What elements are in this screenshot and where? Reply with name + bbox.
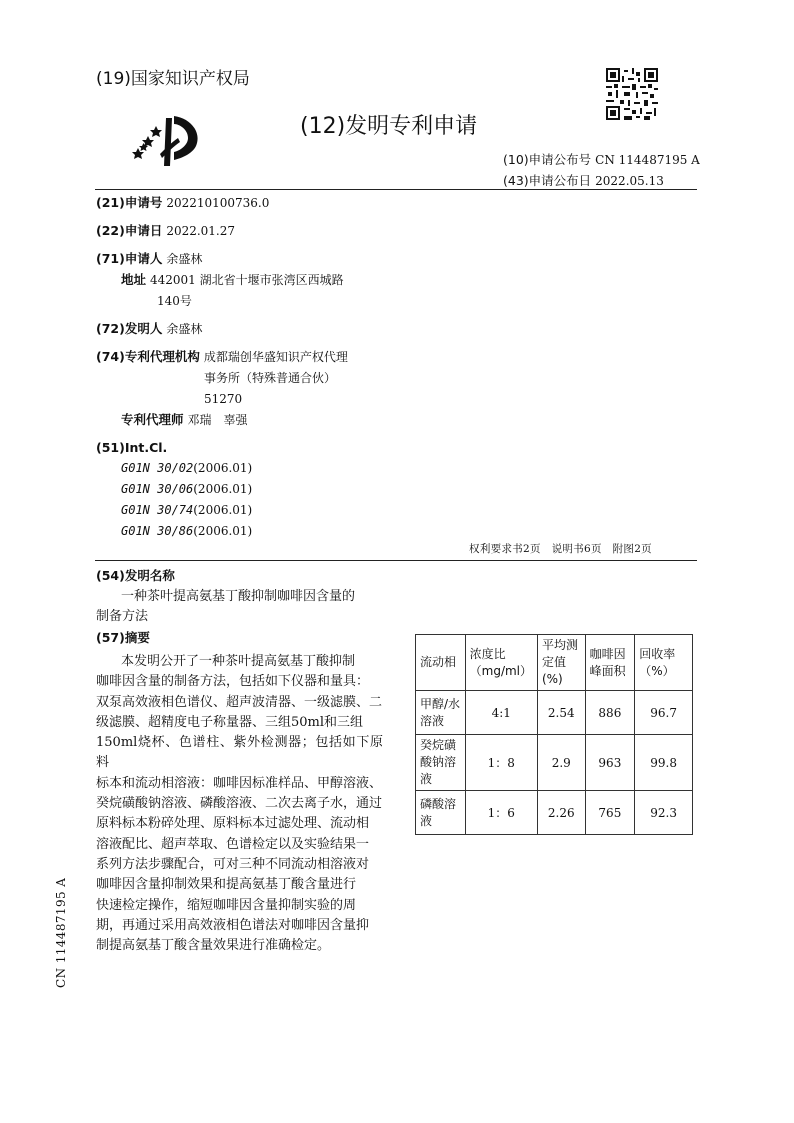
abstract-line: 双泵高效液相色谱仪、超声波清器、一级滤膜、二 bbox=[96, 694, 383, 710]
agency-field bbox=[96, 347, 348, 367]
table-cell: 92.3 bbox=[635, 791, 693, 835]
publication-date: 2022.05.13 bbox=[595, 174, 664, 188]
agency-line-2: 事务所（特殊普通合伙） bbox=[204, 371, 337, 385]
table-row bbox=[416, 691, 693, 735]
ipc-code: G01N 30/86 bbox=[121, 524, 194, 538]
abstract-line: 标本和流动相溶液：咖啡因标准样品、甲醇溶液、 bbox=[96, 775, 383, 791]
star-icon bbox=[150, 126, 162, 137]
address-line-1: 442001 湖北省十堰市张湾区西城路 bbox=[150, 273, 344, 287]
abstract-line: 150ml烧杯、色谱柱、紫外检测器；包括如下原料 bbox=[96, 735, 383, 771]
section-divider bbox=[95, 560, 697, 561]
inventor-field bbox=[96, 319, 202, 339]
table-cell: 1：8 bbox=[465, 735, 537, 791]
applicant: 余盛林 bbox=[166, 252, 203, 266]
ipc-code-row bbox=[121, 482, 252, 496]
invention-title-label: (54)发明名称 bbox=[96, 568, 175, 583]
publication-number-label: (10)申请公布号 bbox=[503, 152, 592, 167]
cnipa-logo bbox=[130, 108, 210, 172]
table-cell: 886 bbox=[585, 691, 635, 735]
address-field bbox=[121, 270, 344, 290]
abstract-line: 系列方法步骤配合，可对三种不同流动相溶液对 bbox=[96, 856, 370, 872]
table-cell: 磷酸溶液 bbox=[416, 791, 466, 835]
ipc-code: G01N 30/02 bbox=[121, 461, 194, 475]
abstract-line: 溶液配比、超声萃取、色谱检定以及实验结果一 bbox=[96, 836, 370, 852]
agent-label: 专利代理师 bbox=[121, 412, 184, 427]
inventor: 余盛林 bbox=[166, 322, 203, 336]
ipc-code: G01N 30/74 bbox=[121, 503, 194, 517]
application-date-field bbox=[96, 221, 235, 241]
ipc-edition: (2006.01) bbox=[193, 503, 253, 517]
abstract-line: 本发明公开了一种茶叶提高氨基丁酸抑制 bbox=[121, 654, 356, 669]
abstract-body bbox=[96, 652, 383, 956]
address-label: 地址 bbox=[121, 272, 147, 287]
ipc-edition: (2006.01) bbox=[193, 482, 253, 496]
table-header-cell: 浓度比（mg/ml） bbox=[465, 635, 537, 691]
agency-code: 51270 bbox=[204, 392, 243, 406]
ipc-code: G01N 30/06 bbox=[121, 482, 194, 496]
header-divider bbox=[95, 189, 697, 190]
table-cell: 4:1 bbox=[465, 691, 537, 735]
publication-date-row bbox=[503, 171, 664, 189]
invention-title-line-2: 制备方法 bbox=[96, 609, 149, 624]
table-cell: 甲醇/水溶液 bbox=[416, 691, 466, 735]
table-cell: 963 bbox=[585, 735, 635, 791]
results-table bbox=[415, 634, 693, 835]
abstract-line: 癸烷磺酸钠溶液、磷酸溶液、二次去离子水，通过 bbox=[96, 796, 383, 812]
application-date: 2022.01.27 bbox=[166, 224, 236, 238]
table-row bbox=[416, 791, 693, 835]
table-header-cell: 流动相 bbox=[416, 635, 466, 691]
table-cell: 765 bbox=[585, 791, 635, 835]
pages-info: 权利要求书2页 说明书6页 附图2页 bbox=[469, 543, 652, 555]
applicant-field bbox=[96, 249, 202, 269]
abstract-line: 咖啡因含量抑制效果和提高氨基丁酸含量进行 bbox=[96, 877, 357, 893]
abstract-line: 级滤膜、超精度电子称量器、三组50ml和三组 bbox=[96, 714, 364, 730]
application-number-field bbox=[96, 193, 269, 213]
inventor-label: (72)发明人 bbox=[96, 321, 163, 336]
qr-code bbox=[606, 68, 658, 120]
application-number: 202210100736.0 bbox=[166, 196, 270, 210]
office-name: (19)国家知识产权局 bbox=[96, 69, 250, 89]
address-line-2: 140号 bbox=[157, 294, 192, 308]
document-type: (12)发明专利申请 bbox=[300, 114, 478, 139]
table-cell: 癸烷磺酸钠溶液 bbox=[416, 735, 466, 791]
table-header-cell: 咖啡因峰面积 bbox=[585, 635, 635, 691]
publication-number: CN 114487195 A bbox=[595, 153, 700, 167]
applicant-label: (71)申请人 bbox=[96, 251, 163, 266]
ipc-edition: (2006.01) bbox=[193, 461, 253, 475]
side-publication-number: CN 114487195 A bbox=[54, 877, 68, 988]
agent-field bbox=[121, 410, 248, 430]
abstract-line: 快速检定操作，缩短咖啡因含量抑制实验的周 bbox=[96, 897, 357, 913]
agent: 邓瑞 辜强 bbox=[187, 413, 248, 427]
agency-label: (74)专利代理机构 bbox=[96, 349, 200, 364]
table-cell: 99.8 bbox=[635, 735, 693, 791]
table-cell: 2.54 bbox=[537, 691, 585, 735]
abstract-line: 制提高氨基丁酸含量效果进行准确检定。 bbox=[96, 938, 331, 954]
invention-title-line-1: 一种茶叶提高氨基丁酸抑制咖啡因含量的 bbox=[121, 589, 356, 604]
abstract-field bbox=[96, 628, 150, 648]
application-number-label: (21)申请号 bbox=[96, 195, 163, 210]
table-header-cell: 平均测定值(%) bbox=[537, 635, 585, 691]
table-cell: 96.7 bbox=[635, 691, 693, 735]
publication-date-label: (43)申请公布日 bbox=[503, 173, 592, 188]
invention-title-field bbox=[96, 566, 175, 586]
table-cell: 2.26 bbox=[537, 791, 585, 835]
abstract-label: (57)摘要 bbox=[96, 630, 150, 645]
ipc-code-row bbox=[121, 461, 252, 475]
intcl-label: (51)Int.Cl. bbox=[96, 440, 168, 455]
table-row bbox=[416, 735, 693, 791]
ipc-edition: (2006.01) bbox=[193, 524, 253, 538]
table-header-row bbox=[416, 635, 693, 691]
ipc-code-row bbox=[121, 524, 252, 538]
abstract-line: 期，再通过采用高效液相色谱法对咖啡因含量抑 bbox=[96, 917, 370, 933]
application-date-label: (22)申请日 bbox=[96, 223, 163, 238]
table-header-cell: 回收率（%） bbox=[635, 635, 693, 691]
agency-line-1: 成都瑞创华盛知识产权代理 bbox=[203, 350, 348, 364]
table-cell: 1：6 bbox=[465, 791, 537, 835]
table-cell: 2.9 bbox=[537, 735, 585, 791]
abstract-line: 原料标本粉碎处理、原料标本过滤处理、流动相 bbox=[96, 816, 370, 832]
ipc-code-row bbox=[121, 503, 252, 517]
publication-number-row bbox=[503, 150, 700, 168]
intcl-field bbox=[96, 438, 167, 458]
abstract-line: 咖啡因含量的制备方法，包括如下仪器和量具： bbox=[96, 674, 370, 690]
